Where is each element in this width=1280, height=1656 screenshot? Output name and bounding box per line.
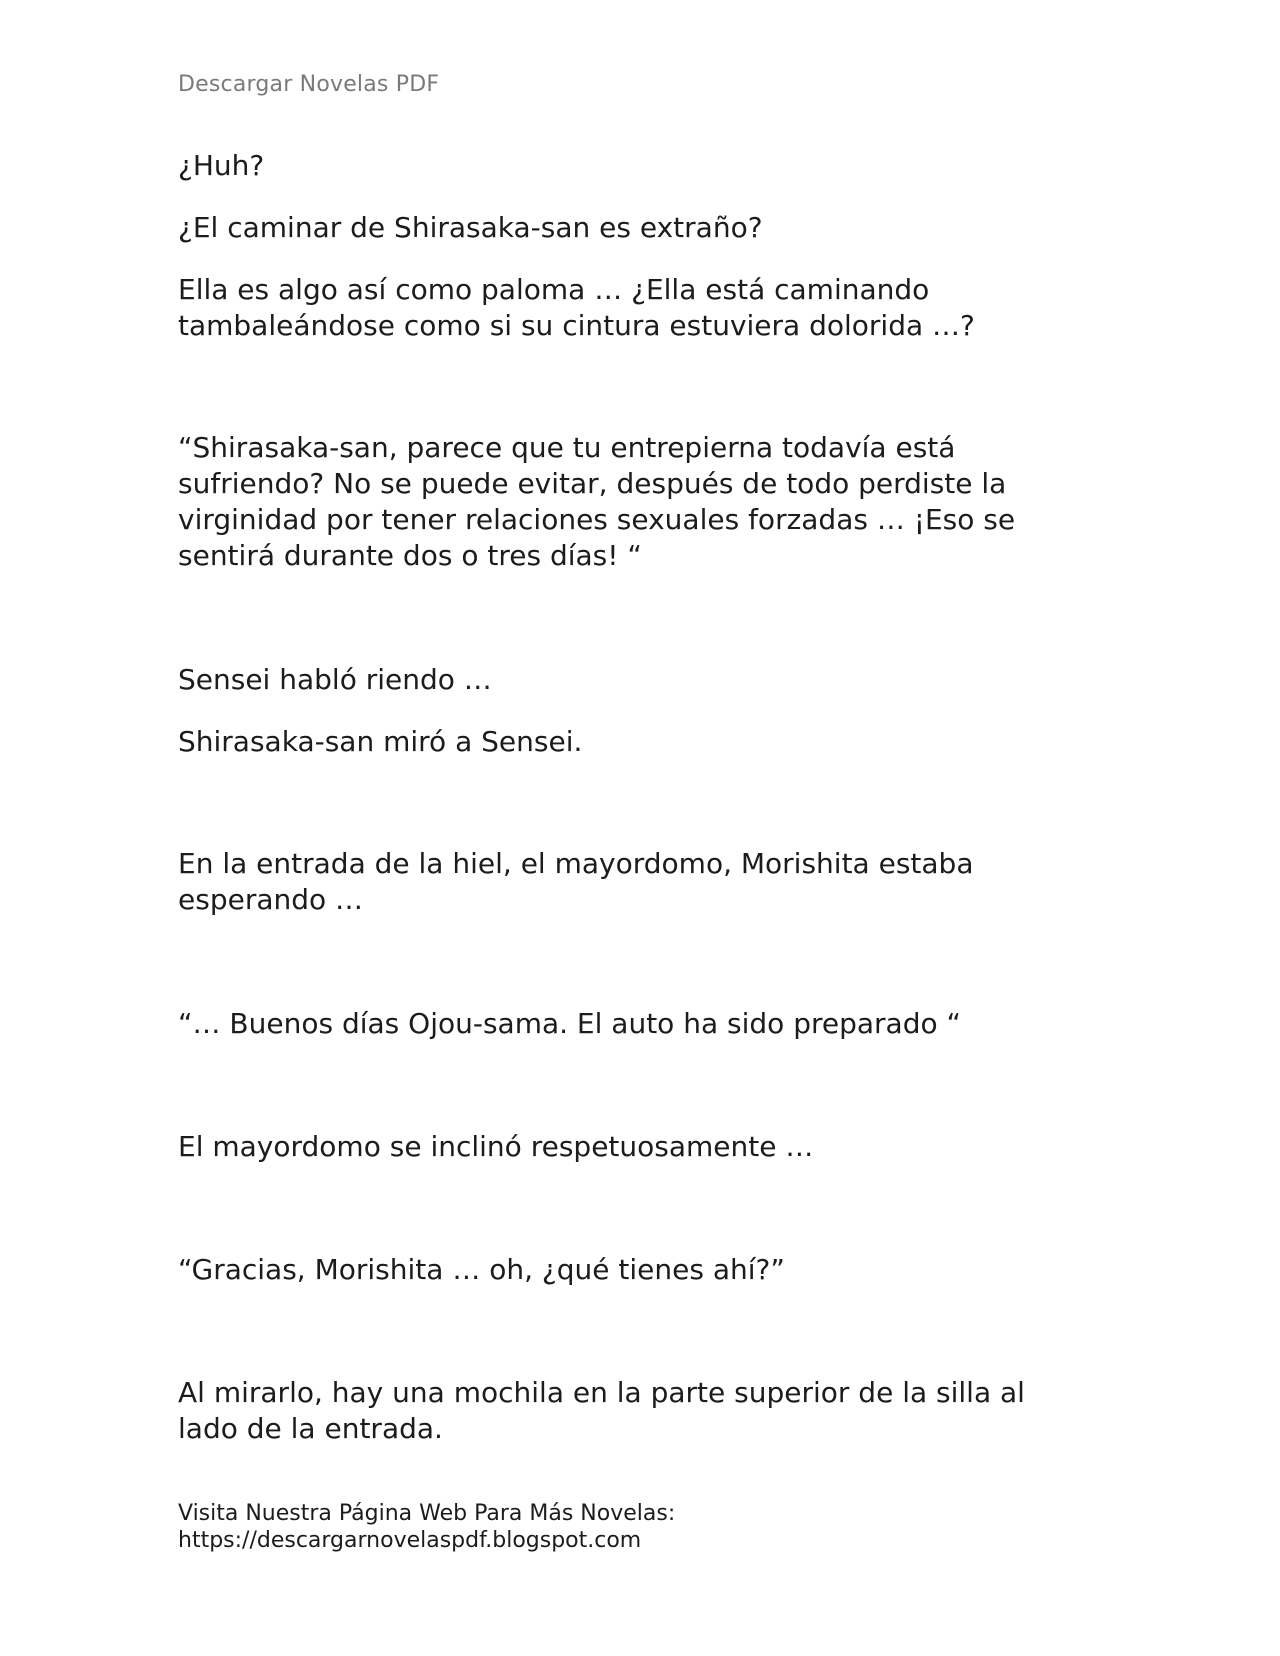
page-footer — [178, 1500, 675, 1554]
paragraph: ¿Huh? — [178, 149, 265, 182]
paragraph: ¿El caminar de Shirasaka-san es extraño? — [178, 211, 763, 244]
paragraph: En la entrada de la hiel, el mayordomo, Morishita estaba esperando … — [178, 847, 974, 916]
paragraph: Al mirarlo, hay una mochila en la parte superior de la silla al lado de la entrada. — [178, 1376, 1025, 1445]
page-header: Descargar Novelas PDF — [178, 72, 440, 97]
paragraph: Ella es algo así como paloma … ¿Ella está caminando tambaleándose como si su cintura estuviera dolorida …? — [178, 273, 975, 342]
paragraph: Shirasaka-san miró a Sensei. — [178, 725, 583, 758]
footer-website-link[interactable]: https://descargarnovelaspdf.blogspot.com — [178, 1528, 642, 1553]
paragraph: “Shirasaka-san, parece que tu entrepierna todavía está sufriendo? No se puede evitar, después de todo perdiste la virginidad por tener relaciones sexuales forzadas … ¡Eso se sentirá durante dos o tres días! “ — [178, 431, 1016, 572]
paragraph: Sensei habló riendo … — [178, 663, 492, 696]
footer-promo-text: Visita Nuestra Página Web Para Más Novelas: — [178, 1501, 676, 1526]
paragraph: “… Buenos días Ojou-sama. El auto ha sido preparado “ — [178, 1007, 962, 1040]
paragraph: El mayordomo se inclinó respetuosamente … — [178, 1130, 814, 1163]
paragraph: “Gracias, Morishita … oh, ¿qué tienes ahí?” — [178, 1253, 785, 1286]
